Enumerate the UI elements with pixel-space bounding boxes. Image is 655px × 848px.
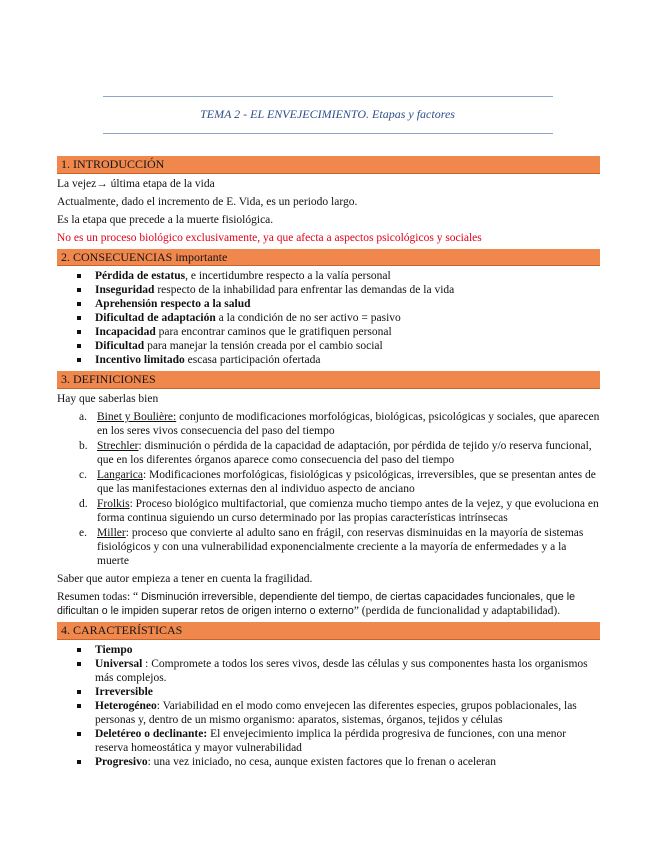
item-text: para manejar la tensión creada por el cambio social <box>144 340 383 353</box>
item-letter: c. <box>79 469 87 482</box>
section-heading-consecuencias: 2. CONSECUENCIAS importante <box>57 249 600 267</box>
intro-line: Es la etapa que precede a la muerte fisiológica. <box>57 213 274 226</box>
list-item <box>95 353 600 367</box>
definition-author: Langarica <box>97 469 143 482</box>
definiciones-list <box>57 410 600 568</box>
bottom-rule <box>103 133 553 134</box>
consecuencias-list <box>57 269 600 367</box>
item-term: Aprehensión respecto a la salud <box>95 298 251 311</box>
item-letter: b. <box>79 440 88 453</box>
item-text: escasa participación ofertada <box>184 354 321 367</box>
definition-text: : Proceso biológico multifactorial, que comienza mucho tiempo antes de la vejez, y que evoluciona en forma continua siguiendo un curso determinado por las propias características intrínsecas <box>97 498 599 525</box>
list-item <box>95 685 600 699</box>
fragilidad-note: Saber que autor empieza a tener en cuenta la fragilidad. <box>57 573 313 586</box>
intro-line: Actualmente, dado el incremento de E. Vida, es un periodo largo. <box>57 195 358 208</box>
item-text: para encontrar caminos que le gratifiquen personal <box>155 326 392 339</box>
page-title: TEMA 2 - EL ENVEJECIMIENTO. Etapas y factores <box>200 107 455 121</box>
definition-item <box>79 439 600 467</box>
resumen-prefix: Resumen todas: “ <box>57 591 141 604</box>
top-rule <box>103 96 553 97</box>
definition-author: Strechler <box>97 440 139 453</box>
list-item <box>95 311 600 325</box>
section-heading-caracteristicas: 4. CARACTERÍSTICAS <box>57 622 600 640</box>
item-text: , e incertidumbre respecto a la valía personal <box>185 270 391 283</box>
intro-highlight-line: No es un proceso biológico exclusivamente, ya que afecta a aspectos psicológicos y sociales <box>57 231 482 244</box>
item-term: Irreversible <box>95 685 153 698</box>
definition-text: : disminución o pérdida de la capacidad de adaptación, por pérdida de tejido y/o reserva funcional, que en los diferentes órganos aparece como consecuencia del paso del tiempo <box>97 440 592 467</box>
definition-text: : proceso que convierte al adulto sano en frágil, con reservas disminuidas en la mayoría de sistemas fisiológicos y con una vulnerabilidad exponencialmente creciente a la mayoría de enfermedades y a la muerte <box>97 527 584 568</box>
resumen-paragraph <box>57 590 600 618</box>
list-item <box>95 643 600 657</box>
item-text: a la condición de no ser activo = pasivo <box>215 312 401 325</box>
list-item <box>95 325 600 339</box>
definition-item <box>79 526 600 568</box>
item-term: Dificultad <box>95 340 145 353</box>
section-heading-definiciones: 3. DEFINICIONES <box>57 371 600 389</box>
list-item <box>95 297 600 311</box>
definition-item <box>79 468 600 496</box>
item-letter: a. <box>79 411 87 424</box>
list-item <box>95 699 600 727</box>
resumen-suffix: ” (perdida de funcionalidad y adaptabilidad). <box>353 605 561 618</box>
item-letter: e. <box>79 527 87 540</box>
item-text: respecto de la inhabilidad para enfrentar las demandas de la vida <box>154 284 455 297</box>
section-heading-introduccion: 1. INTRODUCCIÓN <box>57 156 600 174</box>
definition-text: conjunto de modificaciones morfológicas, biológicas, psicológicas y sociales, que aparecen en los seres vivos consecuencia del paso del tiempo <box>97 411 600 438</box>
item-term: Tiempo <box>95 643 133 656</box>
resumen-quote: Disminución irreversible, dependiente del tiempo, de ciertas capacidades funcionales, que le dificultan o le impiden superar retos de origen interno o externo <box>57 591 576 618</box>
item-term: Universal <box>95 657 143 670</box>
list-item <box>95 283 600 297</box>
definition-author: Miller <box>97 527 126 540</box>
definiciones-intro: Hay que saberlas bien <box>57 393 159 406</box>
item-term: Incapacidad <box>95 326 156 339</box>
item-term: Inseguridad <box>95 284 155 297</box>
definition-author: Frolkis <box>97 498 130 511</box>
item-term: Incentivo limitado <box>95 354 185 367</box>
item-text: El envejecimiento implica la pérdida progresiva de funciones, con una menor reserva homeostática y mayor vulnerabilidad <box>95 728 567 755</box>
list-item <box>95 339 600 353</box>
item-term: Dificultad de adaptación <box>95 312 216 325</box>
item-text: : Variabilidad en el modo como envejecen las diferentes especies, grupos poblacionales, las personas y, dentro de un mismo organismo: aparatos, sistemas, órganos, tejidos y células <box>95 699 577 726</box>
list-item <box>95 755 600 769</box>
list-item <box>95 269 600 283</box>
definition-text: : Modificaciones morfológicas, fisiológicas y psicológicas, irreversibles, que se presentan antes de que las manifestaciones externas den al individuo aspecto de anciano <box>97 469 596 496</box>
list-item <box>95 657 600 685</box>
document-body <box>57 153 600 773</box>
item-text: : una vez iniciado, no cesa, aunque existen factores que lo frenan o aceleran <box>147 756 496 769</box>
definition-author: Binet y Boulière: <box>97 411 177 424</box>
intro-line: La vejez→ última etapa de la vida <box>57 177 215 190</box>
list-item <box>95 727 600 755</box>
definition-item <box>79 410 600 438</box>
caracteristicas-list <box>57 643 600 769</box>
item-term: Heterogéneo <box>95 699 157 712</box>
item-letter: d. <box>79 498 88 511</box>
item-term: Progresivo <box>95 756 148 769</box>
item-term: Deletéreo o declinante: <box>95 728 208 740</box>
item-term: Pérdida de estatus <box>95 270 186 283</box>
definition-item <box>79 497 600 525</box>
item-text: : Compromete a todos los seres vivos, desde las células y sus componentes hasta los organismos más complejos. <box>95 657 588 684</box>
